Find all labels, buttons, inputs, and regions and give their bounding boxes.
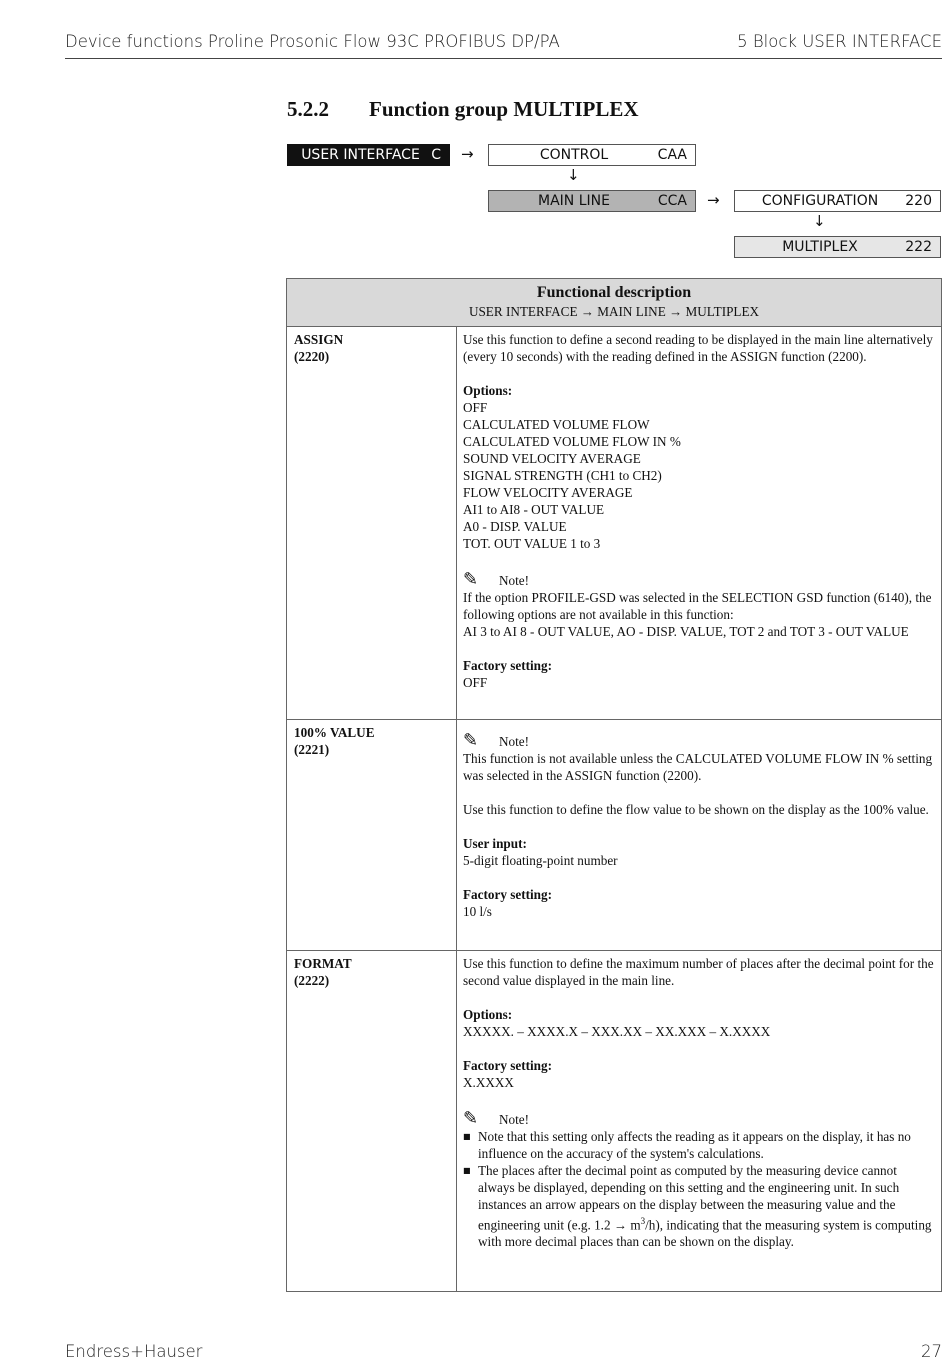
option-item: OFF [463,400,488,415]
table-row [287,327,942,720]
option-item: TOT. OUT VALUE 1 to 3 [463,536,601,551]
user-input-label: User input: [463,836,527,851]
function-name: FORMAT [294,956,352,971]
nav-configuration [734,190,941,212]
note-heading [463,730,934,750]
option-item: FLOW VELOCITY AVERAGE [463,485,633,500]
bullet-text: Note that this setting only affects the reading as it appears on the display, it has no influence on the accuracy of the system's calculations. [478,1129,911,1161]
nav-multiplex [734,236,941,258]
arrow-down-icon: ↓ [567,166,580,184]
header-right: 5 Block USER INTERFACE [737,32,942,51]
nav-configuration-label: CONFIGURATION [761,193,879,209]
nav-multiplex-code: 222 [905,239,932,255]
option-item: A0 - DISP. VALUE [463,519,567,534]
superscript: 3 [640,1216,646,1226]
function-name-cell [287,951,457,1292]
factory-setting-label: Factory setting: [463,887,552,902]
page-number: 27 [921,1342,942,1361]
header-left: Device functions Proline Prosonic Flow 93C PROFIBUS DP/PA [65,32,560,51]
nav-main-line-label: MAIN LINE [538,193,610,209]
bullet-text: The places after the decimal point as computed by the measuring device cannot always be displayed, depending on this setting and the engineering unit. In such instances an arrow appears on the display between the measuring value and the engineering unit (e.g. 1.2 → m [478,1163,900,1233]
note-heading [463,1108,934,1128]
section-number: 5.2.2 [287,97,329,121]
table-row [287,720,942,951]
note-label: Note! [499,734,530,749]
user-input-value: 5-digit floating-point number [463,853,618,868]
nav-multiplex-label: MULTIPLEX [782,239,858,255]
note-text: This function is not available unless the CALCULATED VOLUME FLOW IN % setting was selected in the ASSIGN function (2200). [463,751,933,783]
section-title-text: Function group MULTIPLEX [369,97,639,121]
factory-setting-value: 10 l/s [463,904,492,919]
nav-user-interface-label: USER INTERFACE [301,147,420,163]
function-description-cell [457,327,942,720]
nav-user-interface-code: C [431,147,441,163]
function-code: (2222) [294,973,330,988]
function-description-cell [457,951,942,1292]
factory-setting-label: Factory setting: [463,1058,552,1073]
pencil-note-icon: ✎ [463,1108,479,1129]
table-title: Functional description [536,284,692,301]
factory-setting-label: Factory setting: [463,658,552,673]
function-name-cell [287,720,457,951]
function-description-cell [457,720,942,951]
note-label: Note! [499,573,530,588]
table-path: USER INTERFACE → MAIN LINE → MULTIPLEX [468,304,760,319]
option-item: CALCULATED VOLUME FLOW IN % [463,434,681,449]
option-item: SIGNAL STRENGTH (CH1 to CH2) [463,468,662,483]
note-text: If the option PROFILE-GSD was selected in the SELECTION GSD function (6140), the following options are not available in this function: [463,590,932,622]
nav-control-label: CONTROL [539,147,609,163]
nav-control-code: CAA [657,147,687,163]
nav-configuration-code: 220 [905,193,932,209]
function-name-cell [287,327,457,720]
note-bullet-list [463,1128,934,1250]
function-code: (2220) [294,349,330,364]
description-text: Use this function to define the flow value to be shown on the display as the 100% value. [463,802,929,817]
function-code: (2221) [294,742,330,757]
table-header-row [287,279,942,327]
table-header [287,279,942,327]
function-name: ASSIGN [294,332,344,347]
option-item: SOUND VELOCITY AVERAGE [463,451,641,466]
nav-main-line-code: CCA [657,193,687,209]
pencil-note-icon: ✎ [463,569,479,590]
factory-setting-value: OFF [463,675,488,690]
factory-setting-value: X.XXXX [463,1075,514,1090]
options-label: Options: [463,383,513,398]
description-text: Use this function to define the maximum number of places after the decimal point for the second value displayed in the main line. [463,956,934,988]
arrow-right-icon: → [461,145,474,163]
note-label: Note! [499,1112,530,1127]
option-item: CALCULATED VOLUME FLOW [463,417,650,432]
description-text: Use this function to define a second reading to be displayed in the main line alternatively (every 10 seconds) with the reading defined in the ASSIGN function (2200). [463,332,933,364]
options-label: Options: [463,1007,513,1022]
nav-control [488,144,696,166]
arrow-down-icon: ↓ [813,212,826,230]
nav-main-line [488,190,696,212]
header-rule [65,58,942,59]
footer-brand: Endress+Hauser [65,1342,203,1361]
note-text: AI 3 to AI 8 - OUT VALUE, AO - DISP. VALUE, TOT 2 and TOT 3 - OUT VALUE [463,624,909,639]
functional-description-table [286,278,942,1292]
options-value: XXXXX. – XXXX.X – XXX.XX – XX.XXX – X.XXXX [463,1024,771,1039]
pencil-note-icon: ✎ [463,730,479,751]
function-name: 100% VALUE [294,725,375,740]
option-item: AI1 to AI8 - OUT VALUE [463,502,605,517]
list-item [463,1128,934,1162]
nav-user-interface [287,144,450,166]
arrow-right-icon: → [707,191,720,209]
section-title [287,97,639,122]
list-item [463,1162,934,1250]
note-heading [463,569,934,589]
table-row [287,951,942,1292]
bullet-text: /h), indicating that the measuring system is computing with more decimal places than can be shown on the display. [478,1217,932,1250]
